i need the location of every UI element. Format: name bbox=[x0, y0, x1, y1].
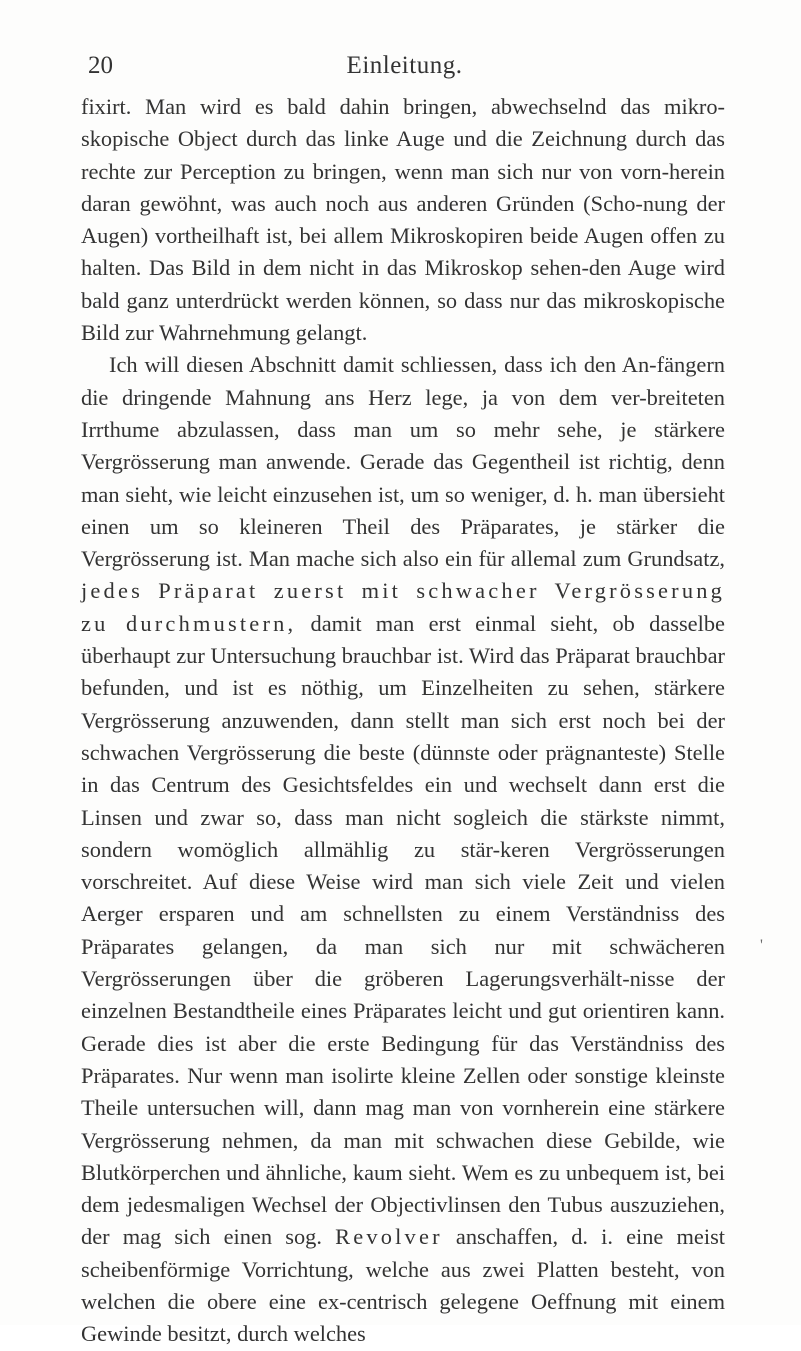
paragraph-2-text-b: damit man erst einmal sieht, ob dasselbe überhaupt zur Untersuchung brauchbar ist. Wird das Präparat brauchbar befunden, und ist es nöthig, um Einzelheiten zu sehen, stärkere Vergrösserung anzuwenden, dann stellt man sich erst noch bei der schwachen Vergrösserung die beste (dünnste oder prägnanteste) Stelle in das Centrum des Gesichtsfeldes ein und wechselt dann erst die Linsen und zwar so, dass man nicht sogleich die stärkste nimmt, sondern womöglich allmählig zu stär-keren Vergrösserungen vorschreitet. Auf diese Weise wird man sich viele Zeit und vielen Aerger ersparen und am schnellsten zu einem Verständniss des Präparates gelangen, da man sich nur mit schwächeren Vergrösserungen über die gröberen Lagerungsverhält-nisse der einzelnen Bestandtheile eines Präparates leicht und gut orientiren kann. Gerade dies ist aber die erste Bedingung für das Verständniss des Präparates. Nur wenn man isolirte kleine Zellen oder sonstige kleinste Theile untersuchen will, dann mag man von vornherein eine stärkere Vergrösserung nehmen, da man mit schwachen diese Gebilde, wie Blutkörperchen und ähnliche, kaum sieht. Wem es zu unbequem ist, bei dem jedesmaligen Wechsel der Objectivlinsen den Tubus auszuziehen, der mag sich einen sog. bbox=[81, 610, 725, 1250]
paragraph-2 bbox=[81, 349, 725, 1350]
paragraph-2-text-a: Ich will diesen Abschnitt damit schliessen, dass ich den An-fängern die dringende Mahnung ans Herz lege, ja von dem ver-breiteten Irrthume abzulassen, dass man um so mehr sehe, je stärkere Vergrösserung man anwende. Gerade das Gegentheil ist richtig, denn man sieht, wie leicht einzusehen ist, um so weniger, d. h. man übersieht einen um so kleineren Theil des Präparates, je stärker die Vergrösserung ist. Man mache sich also ein für allemal zum Grundsatz, bbox=[81, 352, 725, 572]
page-header bbox=[88, 52, 721, 84]
margin-mark: ' bbox=[760, 937, 763, 954]
body-text bbox=[81, 91, 725, 1351]
running-title: Einleitung. bbox=[346, 52, 463, 79]
page-number: 20 bbox=[88, 52, 113, 79]
paragraph-2-text-c: anschaffen, d. i. eine meist scheibenförmige Vorrichtung, welche aus zwei Platten besteht, von welchen die obere eine ex-centrisch gelegene Oeffnung mit einem Gewinde besitzt, durch welches bbox=[81, 1224, 726, 1347]
emphasis-revolver: Revolver bbox=[335, 1224, 443, 1250]
emphasis-principle: jedes Präparat zuerst mit schwacher Vergrösserung zu durchmustern, bbox=[81, 578, 725, 636]
paragraph-1: fixirt. Man wird es bald dahin bringen, abwechselnd das mikro-skopische Object durch das linke Auge und die Zeichnung durch das rechte zur Perception zu bringen, wenn man sich nur von vorn-herein daran gewöhnt, was auch noch aus anderen Gründen (Scho-nung der Augen) vortheilhaft ist, bei allem Mikroskopiren beide Augen offen zu halten. Das Bild in dem nicht in das Mikroskop sehen-den Auge wird bald ganz unterdrückt werden können, so dass nur das mikroskopische Bild zur Wahrnehmung gelangt. bbox=[81, 94, 725, 346]
